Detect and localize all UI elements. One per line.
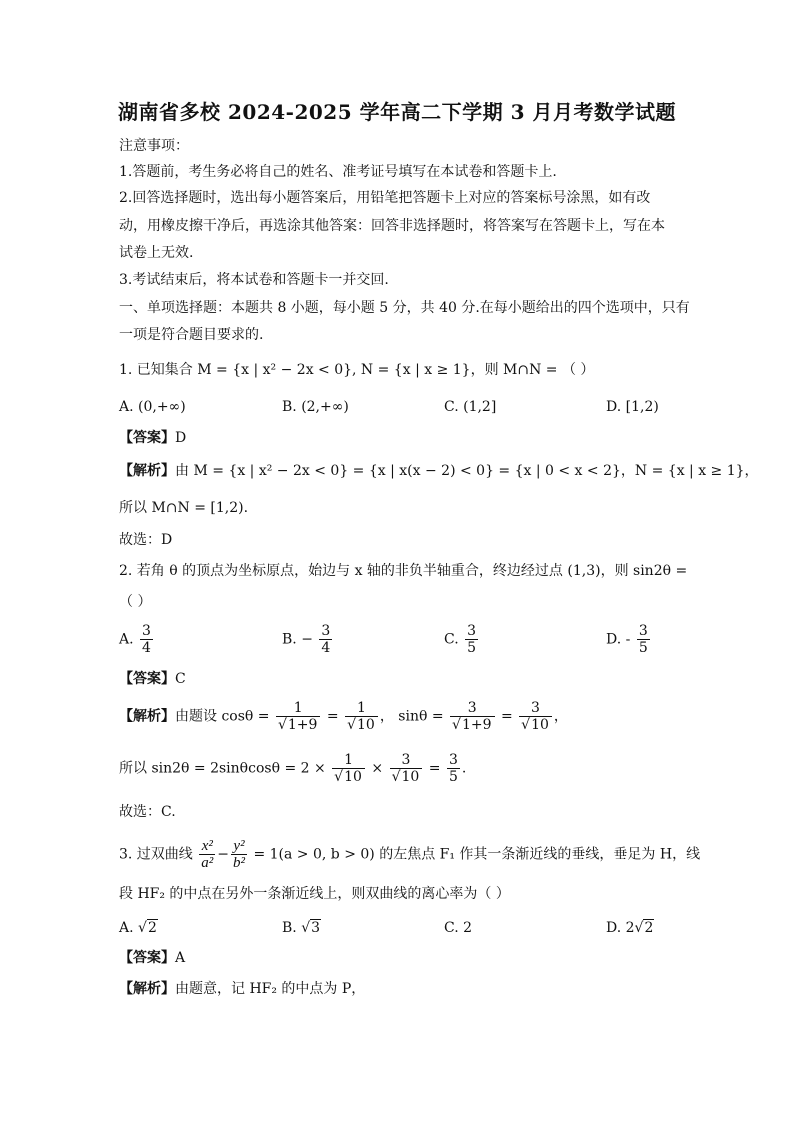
q1-analysis-line2: 所以 M∩N = [1,2). xyxy=(119,500,249,516)
stem-suffix: = 1(a > 0, b > 0) 的左焦点 F₁ 作其一条渐近线的垂线，垂足为 H，线 xyxy=(253,846,701,863)
section-heading-line2: 一项是符合题目要求的. xyxy=(119,327,264,343)
q3-answer xyxy=(119,948,679,968)
radicand: 1+9 xyxy=(461,717,492,733)
q1-option-b: B. (2,+∞) xyxy=(282,399,349,415)
option-label: A. xyxy=(119,920,134,936)
q2-stem: 2. 若角 θ 的顶点为坐标原点，始边与 x 轴的非负半轴重合，终边经过点 (1,3)，则 sin2θ = xyxy=(119,563,688,579)
q1-analysis-line1 xyxy=(119,461,759,481)
radicand: 10 xyxy=(344,769,362,785)
q3-stem: 3. 过双曲线 $\frac{\text{x²}}{\text{a²}}$ − $\frac{\text{y²}}{\text{b²}}$ = 1(a > 0, b > 0) 的左焦点 F₁ 作其一条渐近线的垂线，垂足为 H，线 xyxy=(119,838,701,871)
analysis-text: 由题意，记 HF₂ 的中点为 P， xyxy=(175,981,366,997)
fraction xyxy=(390,752,423,785)
answer-label: 【答案】 xyxy=(119,950,175,966)
note-3: 3.考试结束后，将本试卷和答题卡一并交回. xyxy=(119,272,389,288)
radicand: 2 xyxy=(644,920,654,936)
fraction xyxy=(231,838,247,871)
denominator: 4 xyxy=(321,640,331,656)
numerator: 3 xyxy=(390,752,423,769)
so-prefix: 所以 sin2θ = 2sinθcosθ = 2 × xyxy=(119,760,326,777)
q1-choose: 故选：D xyxy=(119,532,173,548)
equals: = xyxy=(428,760,441,777)
q2-option-c xyxy=(444,623,480,656)
radicand: 10 xyxy=(531,717,549,733)
times-sign: × xyxy=(371,760,384,777)
answer-value: D xyxy=(175,430,187,446)
page-title: 湖南省多校 2024-2025 学年高二下学期 3 月月考数学试题 xyxy=(118,100,676,124)
numerator: 1 xyxy=(276,700,320,717)
numerator: 3 xyxy=(638,623,648,639)
numerator: 1 xyxy=(332,752,365,769)
fraction xyxy=(447,752,460,785)
q2-stem-paren: （ ） xyxy=(119,594,152,610)
radicand: 1+9 xyxy=(287,717,318,733)
note-1: 1.答题前，考生务必将自己的姓名、准考证号填写在本试卷和答题卡上. xyxy=(119,164,557,180)
numerator: 3 xyxy=(321,623,331,639)
option-label: B. xyxy=(282,920,297,936)
denominator: b² xyxy=(233,855,245,871)
radicand: 10 xyxy=(401,769,420,785)
fraction xyxy=(345,700,378,733)
numerator: 3 xyxy=(519,700,552,717)
q1-stem: 1. 已知集合 M = {x | x² − 2x < 0}, N = {x | x ≥ 1}，则 M∩N = （ ） xyxy=(119,362,595,378)
fraction xyxy=(140,623,153,656)
fraction xyxy=(637,623,650,656)
q3-stem-line2: 段 HF₂ 的中点在另外一条渐近线上，则双曲线的离心率为（ ） xyxy=(119,886,510,902)
numerator: 3 xyxy=(142,623,151,639)
fraction xyxy=(319,623,332,656)
denominator: 5 xyxy=(467,640,477,656)
fraction xyxy=(276,700,320,733)
analysis-text: 由题设 cosθ = xyxy=(175,708,270,725)
denominator: √10 xyxy=(347,717,375,733)
option-label: D. 2 xyxy=(606,920,635,936)
analysis-label: 【解析】 xyxy=(119,463,175,479)
denominator: √10 xyxy=(334,769,362,785)
denominator: 4 xyxy=(142,640,151,656)
numerator: 3 xyxy=(450,700,494,717)
fraction xyxy=(465,623,478,656)
q1-option-c: C. (1,2] xyxy=(444,399,497,415)
fraction xyxy=(199,838,215,871)
answer-label: 【答案】 xyxy=(119,430,175,446)
q2-analysis-line1: 【解析】由题设 cosθ = $\frac{1}{√1+9}$ = $\frac{1}{√10}$ ， sinθ = $\frac{3}{√1+9}$ = $\frac{3}{√10}$ ， xyxy=(119,700,568,733)
note-2-line2: 动，用橡皮擦干净后，再选涂其他答案：回答非选择题时，将答案写在答题卡上，写在本 xyxy=(119,218,665,234)
numerator: x² xyxy=(199,838,215,855)
answer-value: A xyxy=(175,950,186,966)
q2-answer xyxy=(119,669,679,689)
numerator: 3 xyxy=(448,752,458,768)
q2-option-a xyxy=(119,623,155,656)
denominator: √10 xyxy=(521,717,549,733)
option-label: A. xyxy=(119,631,134,648)
numerator: 1 xyxy=(345,700,378,717)
q1-option-d: D. [1,2) xyxy=(606,399,659,415)
option-label: D. - xyxy=(606,631,631,648)
fraction xyxy=(332,752,365,785)
radicand: 10 xyxy=(357,717,375,733)
analysis-label: 【解析】 xyxy=(119,708,175,725)
answer-label: 【答案】 xyxy=(119,671,175,687)
equals: = xyxy=(500,708,513,725)
section-heading-line1: 一、单项选择题：本题共 8 小题，每小题 5 分，共 40 分.在每小题给出的四个选项中，只有 xyxy=(119,300,690,316)
sin-prefix: sinθ = xyxy=(398,708,444,725)
radicand: 2 xyxy=(147,920,157,936)
answer-value: C xyxy=(175,671,186,687)
q2-option-b xyxy=(282,623,334,656)
option-label: C. xyxy=(444,631,459,648)
fraction xyxy=(519,700,552,733)
q3-option-a: A. √2 xyxy=(119,920,157,936)
equals: = xyxy=(326,708,339,725)
note-2-line1: 2.回答选择题时，选出每小题答案后，用铅笔把答题卡上对应的答案标号涂黑，如有改 xyxy=(119,190,651,206)
q3-option-b: B. √3 xyxy=(282,920,321,936)
numerator: y² xyxy=(231,838,247,855)
fraction xyxy=(450,700,494,733)
denominator: √1+9 xyxy=(277,717,318,733)
stem-prefix: 3. 过双曲线 xyxy=(119,846,193,863)
q3-option-c: C. 2 xyxy=(444,920,473,936)
note-2-line3: 试卷上无效. xyxy=(119,245,194,261)
denominator: 5 xyxy=(638,640,648,656)
denominator: 5 xyxy=(448,769,458,785)
numerator: 3 xyxy=(467,623,477,639)
q3-option-d: D. 2√2 xyxy=(606,920,654,936)
q2-analysis-line2: 所以 sin2θ = 2sinθcosθ = 2 × $\frac{1}{√10}$ × $\frac{3}{√10}$ = $\frac{3}{5}$ . xyxy=(119,752,467,785)
option-label: B. − xyxy=(282,631,313,648)
q2-option-d xyxy=(606,623,652,656)
denominator: √1+9 xyxy=(452,717,492,733)
q2-choose: 故选：C. xyxy=(119,804,176,820)
notes-heading: 注意事项： xyxy=(119,138,189,154)
q3-analysis-line1 xyxy=(119,979,679,999)
analysis-label: 【解析】 xyxy=(119,981,175,997)
denominator: a² xyxy=(201,855,214,871)
denominator: √10 xyxy=(391,769,420,785)
q1-answer xyxy=(119,428,679,448)
q1-option-a: A. (0,+∞) xyxy=(119,399,186,415)
radicand: 3 xyxy=(311,920,321,936)
analysis-text: 由 M = {x | x² − 2x < 0} = {x | x(x − 2) < 0} = {x | 0 < x < 2}，N = {x | x ≥ 1}， xyxy=(175,463,759,479)
